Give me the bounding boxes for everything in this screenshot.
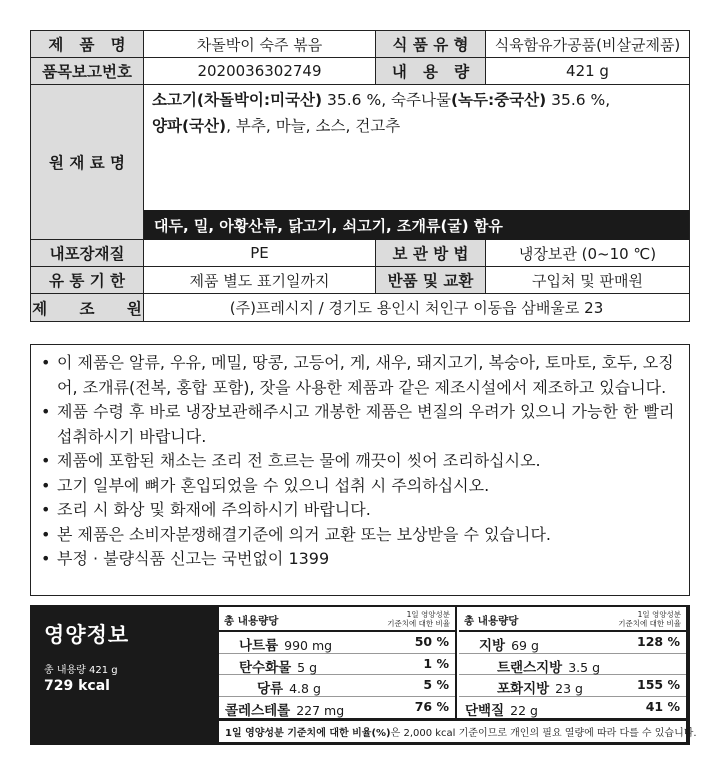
storage-label: 보 관 방 법	[376, 240, 486, 266]
nutrient-amount: 227 mg	[296, 702, 345, 718]
ingredient-beef-rest: 35.6 %, 숙주나물	[322, 91, 451, 109]
notice-text: 본 제품은 소비자분쟁해결기준에 의거 교환 또는 보상받을 수 있습니다.	[57, 524, 551, 544]
nutrient-percent: 50 %	[414, 634, 449, 649]
nutrient-amount: 22 g	[510, 702, 538, 718]
row-expiry-return	[31, 267, 689, 294]
manufacturer-value: (주)프레시지 / 경기도 용인시 처인구 이동읍 삼배울로 23	[229, 299, 604, 317]
nutrient-row	[219, 675, 455, 697]
notice-item	[41, 474, 679, 499]
nutrition-title: 영양정보	[44, 623, 130, 647]
row-ingredients	[31, 85, 689, 240]
product-info-table	[30, 30, 690, 322]
food-type-label: 식 품 유 형	[376, 31, 486, 57]
column-header-title: 총 내용량당	[224, 615, 279, 627]
column-header	[219, 607, 455, 632]
column-header	[459, 607, 686, 632]
product-name-value: 차돌박이 숙주 볶음	[144, 31, 376, 57]
row-name-type	[31, 31, 689, 58]
notice-item	[41, 449, 679, 474]
nutrition-facts	[30, 605, 697, 745]
nutrient-row	[459, 697, 686, 719]
expiry-value: 제품 별도 표기일까지	[144, 267, 376, 293]
footnote-bold: 1일 영양성분 기준치에 대한 비율(%)	[225, 728, 391, 739]
bullet-icon: •	[41, 549, 51, 568]
nutrient-percent: 128 %	[637, 634, 680, 649]
column-header-title: 총 내용량당	[464, 615, 519, 627]
ingredient-beef: 소고기(차돌박이:미국산)	[152, 91, 323, 109]
nutrient-row	[219, 697, 455, 719]
nutrient-amount: 69 g	[511, 638, 539, 653]
bullet-icon: •	[41, 475, 51, 495]
notice-item	[41, 498, 679, 523]
calories: 729 kcal	[44, 678, 110, 694]
nutrient-percent: 41 %	[645, 698, 680, 714]
notice-text: 고기 일부에 뼈가 혼입되었을 수 있으니 섭취 시 주의하십시오.	[57, 475, 490, 495]
notice-text: 이 제품은 알류, 우유, 메밀, 땅콩, 고등어, 게, 새우, 돼지고기, 복숭아, 토마토, 호두, 오징어, 조개류(전복, 홍합 포함), 잣을 사용한 제품과 같은 제조시설에서 제조하고 있습니다.	[57, 353, 674, 397]
storage-value: 냉장보관 (0~10 ℃)	[518, 244, 657, 263]
volume-value: 421 g	[566, 62, 609, 80]
nutrient-name: 트랜스지방 3.5 g	[497, 659, 601, 676]
notice-item	[41, 547, 679, 572]
nutrient-amount: 3.5 g	[568, 659, 601, 675]
nutrient-row	[219, 632, 455, 654]
ingredient-others: , 부추, 마늘, 소스, 건고추	[226, 117, 401, 135]
nutrition-summary	[30, 605, 215, 745]
column-header-ratio: 1일 영양성분 기준치에 대한 비율	[618, 610, 681, 628]
nutrient-name: 당류 4.8 g	[257, 681, 321, 697]
product-name-label: 제 품 명	[31, 31, 144, 57]
nutrient-name: 나트륨 990 mg	[239, 638, 333, 654]
footnote-rest: 은 2,000 kcal 기준이므로 개인의 필요 열량에 따라 다를 수 있습니다.	[390, 728, 697, 739]
nutrition-column-right	[459, 607, 686, 718]
nutrient-name: 지방 69 g	[479, 638, 539, 654]
ingredients-body	[144, 85, 689, 240]
nutrient-row	[459, 675, 686, 697]
row-report-volume	[31, 58, 689, 85]
total-amount: 총 내용량 421 g	[44, 665, 118, 676]
bullet-icon: •	[41, 524, 51, 544]
notice-text: 제품에 포함된 채소는 조리 전 흐르는 물에 깨끗이 씻어 조리하십시오.	[57, 451, 541, 470]
bullet-icon: •	[41, 500, 51, 519]
notice-item	[41, 351, 679, 400]
notice-item	[41, 523, 679, 548]
ingredients-label: 원 재 료 명	[31, 85, 144, 239]
nutrient-percent: 155 %	[637, 677, 680, 692]
nutrient-name: 탄수화물 5 g	[239, 659, 318, 676]
nutrient-amount: 4.8 g	[289, 681, 321, 696]
nutrient-percent: 5 %	[423, 677, 449, 692]
notice-item	[41, 400, 679, 449]
bullet-icon: •	[41, 402, 51, 421]
nutrient-row	[459, 654, 686, 676]
column-header-ratio: 1일 영양성분 기준치에 대한 비율	[387, 610, 450, 628]
nutrient-name: 콜레스테롤 227 mg	[225, 702, 345, 719]
report-number-label: 품목보고번호	[31, 58, 144, 84]
notice-box	[30, 344, 690, 596]
nutrition-panel	[219, 607, 686, 718]
row-packaging-storage	[31, 240, 689, 267]
ingredient-onion: 양파(국산)	[152, 117, 227, 135]
allergen-banner: 대두, 밀, 아황산류, 닭고기, 쇠고기, 조개류(굴) 함유	[144, 210, 689, 240]
nutrient-amount: 990 mg	[284, 638, 333, 653]
bullet-icon: •	[41, 353, 51, 372]
nutrition-footnote	[219, 721, 697, 742]
notice-text: 부정 · 불량식품 신고는 국번없이 1399	[57, 549, 330, 568]
return-label: 반품 및 교환	[376, 267, 486, 293]
expiry-label: 유 통 기 한	[31, 267, 144, 293]
nutrient-name: 포화지방 23 g	[497, 681, 583, 697]
nutrient-percent: 1 %	[423, 655, 449, 671]
nutrient-percent: 76 %	[414, 698, 449, 714]
volume-label: 내 용 량	[376, 58, 486, 84]
nutrition-column-left	[219, 607, 457, 718]
bullet-icon: •	[41, 451, 51, 470]
nutrient-name: 단백질 22 g	[465, 702, 538, 719]
manufacturer-label: 제 조 원	[31, 294, 144, 321]
packaging-value: PE	[144, 240, 376, 266]
nutrient-row	[219, 654, 455, 676]
notice-text: 조리 시 화상 및 화재에 주의하시기 바랍니다.	[57, 500, 371, 519]
nutrient-amount: 23 g	[555, 681, 583, 696]
return-value: 구입처 및 판매원	[532, 271, 643, 290]
ingredient-mungbean: (녹두:중국산)	[450, 91, 547, 109]
nutrient-row	[459, 632, 686, 654]
ingredient-mungbean-rest: 35.6 %,	[546, 91, 611, 109]
notice-text: 제품 수령 후 바로 냉장보관해주시고 개봉한 제품은 변질의 우려가 있으니 가능한 한 빨리 섭취하시기 바랍니다.	[57, 402, 675, 446]
food-type-value: 식육함유가공품(비살균제품)	[494, 35, 681, 54]
packaging-label: 내포장재질	[31, 240, 144, 266]
ingredients-text	[152, 87, 683, 139]
nutrient-amount: 5 g	[297, 659, 318, 675]
row-manufacturer	[31, 294, 689, 321]
report-number-value: 2020036302749	[144, 58, 376, 84]
